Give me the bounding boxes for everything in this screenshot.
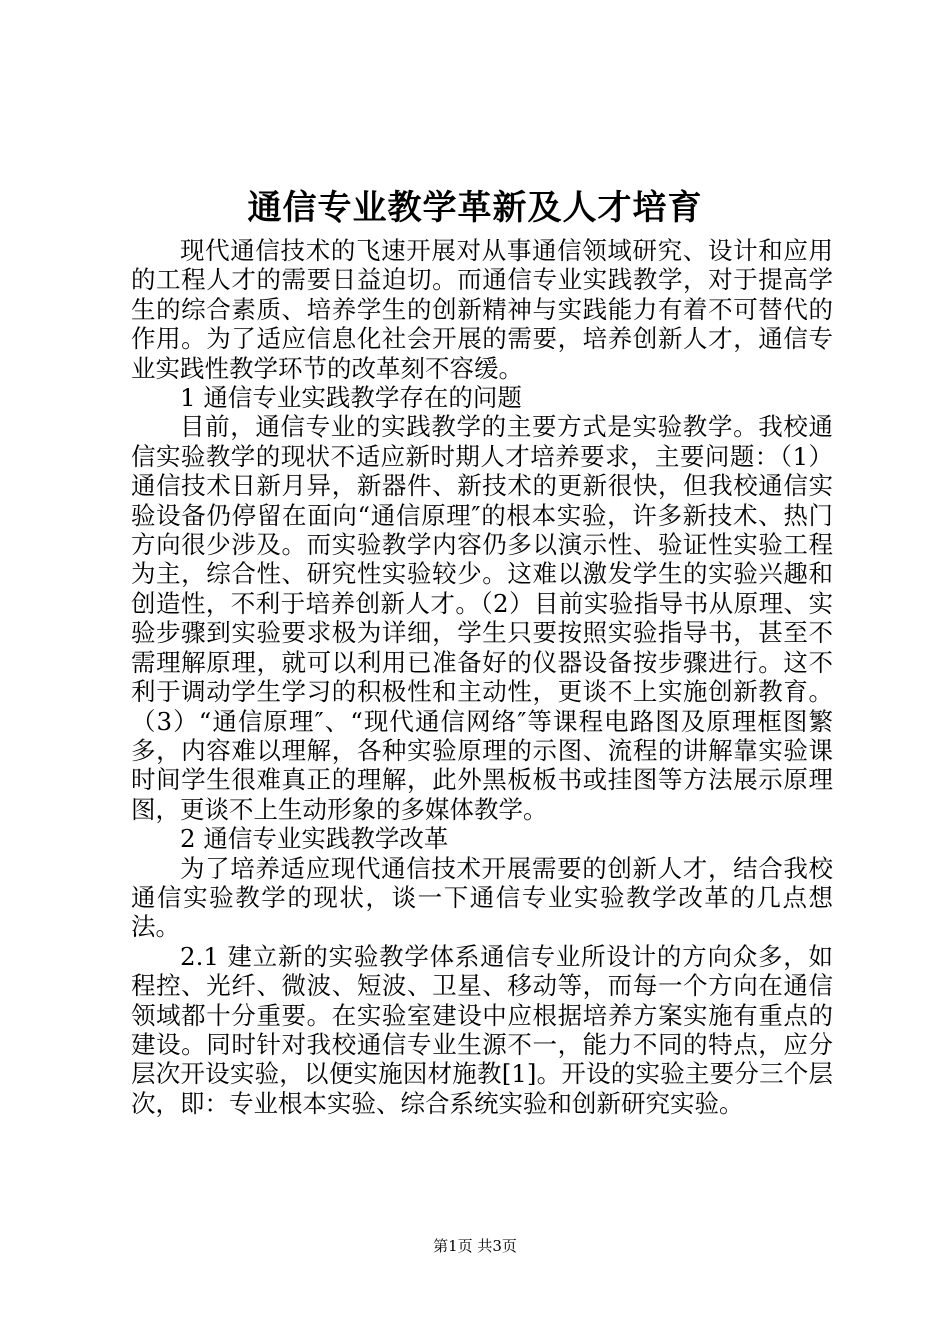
section-heading-1: 1 通信专业实践教学存在的问题 <box>180 383 522 413</box>
paragraph-reform-intro: 为了培养适应现代通信技术开展需要的创新人才，结合我校通信实验教学的现状，谈一下通信专业实验教学改革的几点想法。 <box>131 853 833 942</box>
paragraph-problems: 目前，通信专业的实践教学的主要方式是实验教学。我校通信实验教学的现状不适应新时期人才培养要求，主要问题：（1）通信技术日新月异，新器件、新技术的更新很快，但我校通信实验设备仍停留在面向“通信原理″的根本实验，许多新技术、热门方向很少涉及。而实验教学内容仍多以演示性、验证性实验工程为主，综合性、研究性实验较少。这难以激发学生的实验兴趣和创造性，不利于培养创新人才。（2）目前实验指导书从原理、实验步骤到实验要求极为详细，学生只要按照实验指导书，甚至不需理解原理，就可以利用已准备好的仪器设备按步骤进行。这不利于调动学生学习的积极性和主动性，更谈不上实施创新教育。（3）“通信原理″、“现代通信网络″等课程电路图及原理框图繁多，内容难以理解，各种实验原理的示图、流程的讲解靠实验课时间学生很难真正的理解，此外黑板板书或挂图等方法展示原理图，更谈不上生动形象的多媒体教学。 <box>131 412 833 824</box>
section-heading-2: 2 通信专业实践教学改革 <box>180 824 449 854</box>
page-footer: 第1页 共3页 <box>433 1237 517 1255</box>
paragraph-section-2-1: 2.1 建立新的实验教学体系通信专业所设计的方向众多，如程控、光纤、微波、短波、卫星、移动等，而每一个方向在通信领域都十分重要。在实验室建设中应根据培养方案实施有重点的建设。同时针对我校通信专业生源不一，能力不同的特点，应分层次开设实验，以便实施因材施教[1]。开设的实验主要分三个层次，即：专业根本实验、综合系统实验和创新研究实验。 <box>131 941 833 1118</box>
document-body <box>131 236 833 1118</box>
document-title: 通信专业教学革新及人才培育 <box>247 188 703 228</box>
paragraph-intro: 现代通信技术的飞速开展对从事通信领域研究、设计和应用的工程人才的需要日益迫切。而通信专业实践教学，对于提高学生的综合素质、培养学生的创新精神与实践能力有着不可替代的作用。为了适应信息化社会开展的需要，培养创新人才，通信专业实践性教学环节的改革刻不容缓。 <box>131 236 833 383</box>
